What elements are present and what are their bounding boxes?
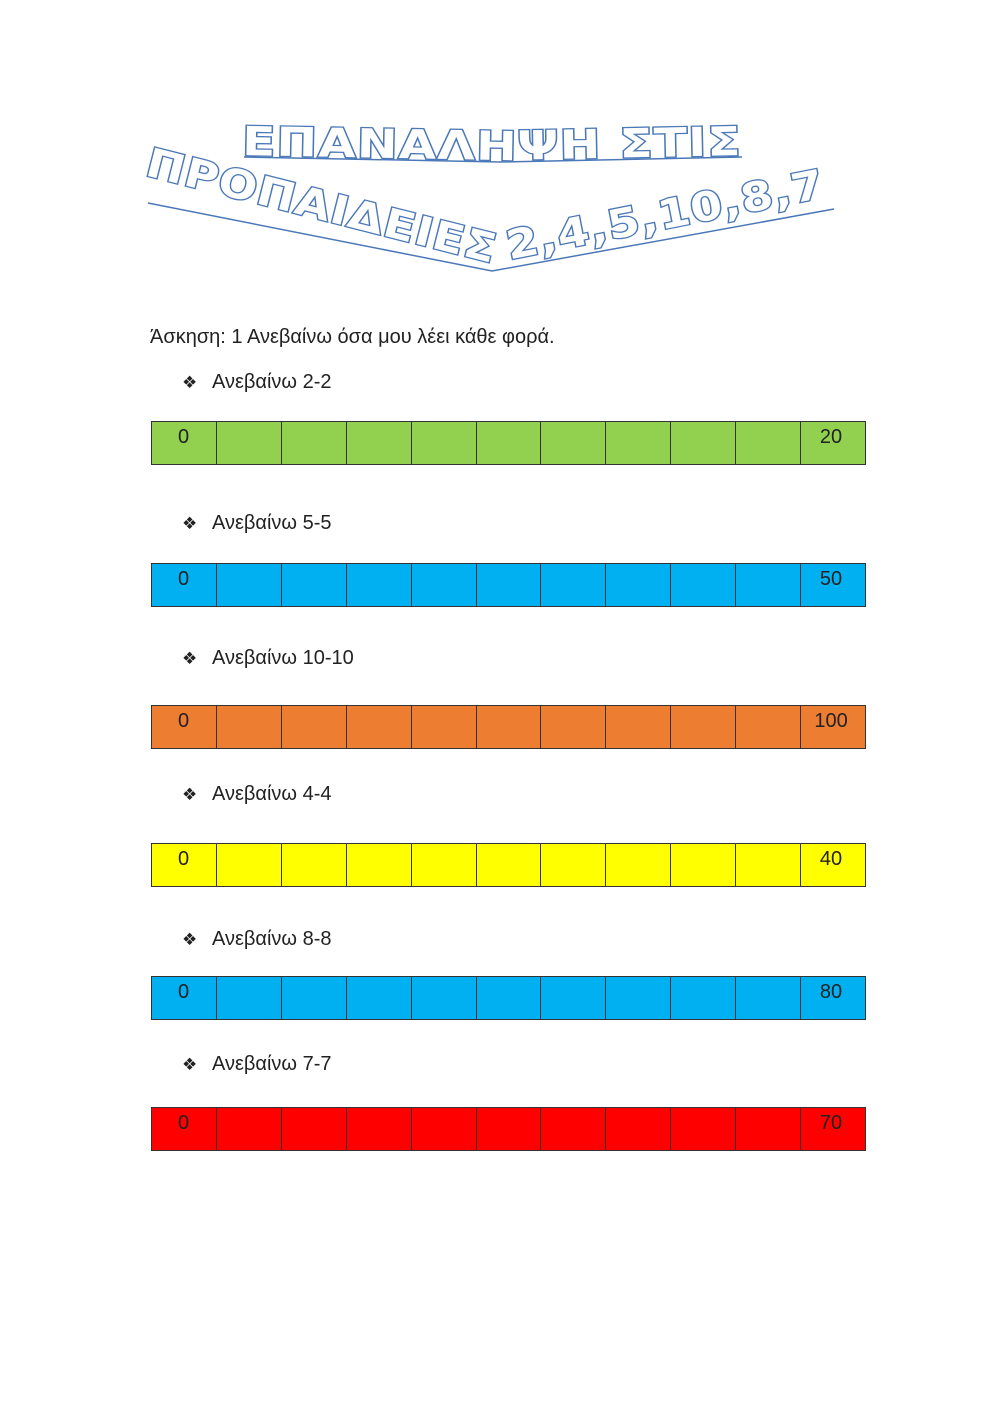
- blank-cell[interactable]: [606, 706, 671, 749]
- blank-cell[interactable]: [476, 1108, 541, 1151]
- blank-cell[interactable]: [216, 564, 281, 607]
- number-line-start: 0: [152, 844, 217, 887]
- blank-cell[interactable]: [541, 706, 606, 749]
- diamond-bullet-icon: ❖: [182, 373, 198, 392]
- blank-cell[interactable]: [671, 1108, 736, 1151]
- exercise-label-text: Ανεβαίνω 2-2: [212, 371, 332, 393]
- exercise-label-5: [182, 928, 331, 951]
- number-line-end: 20: [801, 422, 866, 465]
- blank-cell[interactable]: [671, 977, 736, 1020]
- blank-cell[interactable]: [476, 422, 541, 465]
- blank-cell[interactable]: [671, 422, 736, 465]
- exercise-label-text: Ανεβαίνω 8-8: [212, 928, 332, 950]
- diamond-bullet-icon: ❖: [182, 514, 198, 533]
- blank-cell[interactable]: [346, 977, 411, 1020]
- exercise-label-text: Ανεβαίνω 5-5: [212, 512, 332, 534]
- number-line-5: [151, 976, 866, 1020]
- number-line-end: 70: [801, 1108, 866, 1151]
- number-line-start: 0: [152, 706, 217, 749]
- blank-cell[interactable]: [346, 706, 411, 749]
- number-line-4: [151, 843, 866, 887]
- blank-cell[interactable]: [281, 844, 346, 887]
- number-line-start: 0: [152, 1108, 217, 1151]
- blank-cell[interactable]: [541, 844, 606, 887]
- blank-cell[interactable]: [606, 422, 671, 465]
- blank-cell[interactable]: [736, 422, 801, 465]
- number-line-start: 0: [152, 422, 217, 465]
- blank-cell[interactable]: [216, 706, 281, 749]
- blank-cell[interactable]: [671, 844, 736, 887]
- number-line-1: [151, 421, 866, 465]
- exercise-label-4: [182, 783, 331, 806]
- blank-cell[interactable]: [346, 564, 411, 607]
- blank-cell[interactable]: [411, 844, 476, 887]
- blank-cell[interactable]: [736, 844, 801, 887]
- blank-cell[interactable]: [346, 422, 411, 465]
- number-line-end: 50: [801, 564, 866, 607]
- blank-cell[interactable]: [606, 564, 671, 607]
- number-line-3: [151, 705, 866, 749]
- diamond-bullet-icon: ❖: [182, 1055, 198, 1074]
- blank-cell[interactable]: [476, 977, 541, 1020]
- blank-cell[interactable]: [736, 1108, 801, 1151]
- blank-cell[interactable]: [281, 1108, 346, 1151]
- blank-cell[interactable]: [346, 844, 411, 887]
- number-line-start: 0: [152, 564, 217, 607]
- blank-cell[interactable]: [216, 1108, 281, 1151]
- blank-cell[interactable]: [411, 422, 476, 465]
- blank-cell[interactable]: [671, 564, 736, 607]
- blank-cell[interactable]: [606, 977, 671, 1020]
- blank-cell[interactable]: [216, 422, 281, 465]
- blank-cell[interactable]: [541, 977, 606, 1020]
- exercise-label-6: [182, 1053, 331, 1076]
- exercise-label-1: [182, 371, 331, 394]
- title-line-1-text: ΕΠΑΝΑΛΗΨΗ ΣΤΙΣ: [241, 119, 737, 171]
- blank-cell[interactable]: [281, 706, 346, 749]
- blank-cell[interactable]: [281, 422, 346, 465]
- blank-cell[interactable]: [216, 844, 281, 887]
- diamond-bullet-icon: ❖: [182, 649, 198, 668]
- blank-cell[interactable]: [606, 1108, 671, 1151]
- number-line-end: 40: [801, 844, 866, 887]
- blank-cell[interactable]: [346, 1108, 411, 1151]
- exercise-label-text: Ανεβαίνω 7-7: [212, 1053, 332, 1075]
- blank-cell[interactable]: [541, 564, 606, 607]
- number-line-end: 80: [801, 977, 866, 1020]
- blank-cell[interactable]: [606, 844, 671, 887]
- diamond-bullet-icon: ❖: [182, 930, 198, 949]
- exercise-label-3: [182, 647, 354, 670]
- blank-cell[interactable]: [476, 706, 541, 749]
- number-line-2: [151, 563, 866, 607]
- blank-cell[interactable]: [541, 422, 606, 465]
- title-line-1: [242, 119, 742, 170]
- blank-cell[interactable]: [736, 564, 801, 607]
- wordart-title: [130, 105, 870, 295]
- number-line-start: 0: [152, 977, 217, 1020]
- blank-cell[interactable]: [541, 1108, 606, 1151]
- blank-cell[interactable]: [411, 564, 476, 607]
- exercise-label-text: Ανεβαίνω 10-10: [212, 647, 354, 669]
- exercise-instruction: Άσκηση: 1 Ανεβαίνω όσα μου λέει κάθε φορά.: [150, 326, 555, 348]
- diamond-bullet-icon: ❖: [182, 785, 198, 804]
- blank-cell[interactable]: [411, 977, 476, 1020]
- blank-cell[interactable]: [216, 977, 281, 1020]
- blank-cell[interactable]: [281, 564, 346, 607]
- blank-cell[interactable]: [476, 844, 541, 887]
- number-line-end: 100: [801, 706, 866, 749]
- blank-cell[interactable]: [411, 1108, 476, 1151]
- exercise-label-text: Ανεβαίνω 4-4: [212, 783, 332, 805]
- blank-cell[interactable]: [736, 977, 801, 1020]
- exercise-label-2: [182, 512, 331, 535]
- blank-cell[interactable]: [281, 977, 346, 1020]
- blank-cell[interactable]: [736, 706, 801, 749]
- number-line-6: [151, 1107, 866, 1151]
- blank-cell[interactable]: [671, 706, 736, 749]
- title-line-2-text: ΠΡΟΠΑΙΔΕΙΕΣ 2,4,5,10,8,7: [141, 140, 825, 273]
- blank-cell[interactable]: [476, 564, 541, 607]
- blank-cell[interactable]: [411, 706, 476, 749]
